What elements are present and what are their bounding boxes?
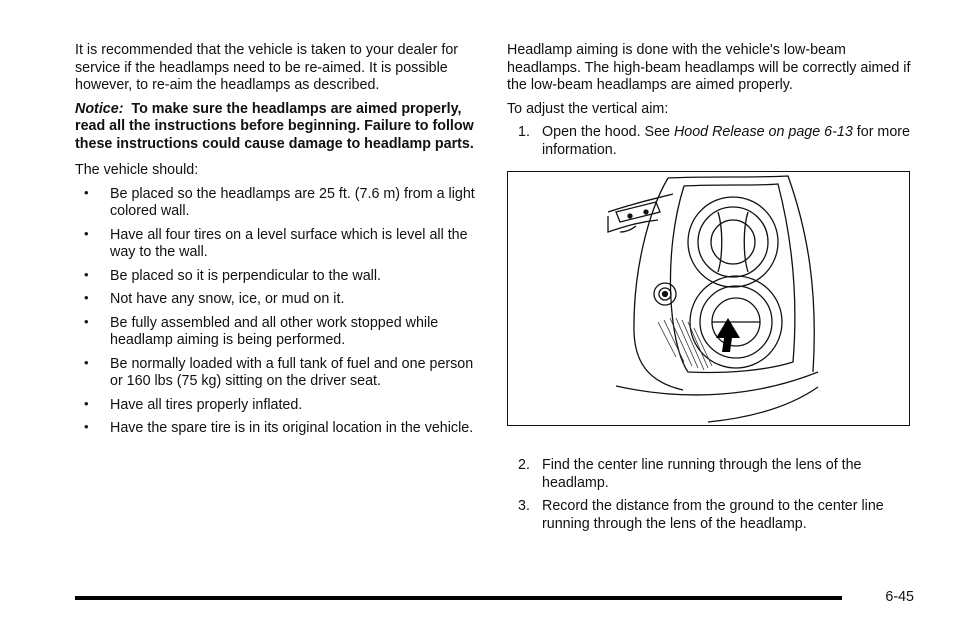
list-item-text: Not have any snow, ice, or mud on it.: [110, 291, 345, 307]
list-item: [75, 227, 485, 262]
list-item-text: Be normally loaded with a full tank of fuel and one person or 160 lbs (75 kg) sitting on the driver seat.: [110, 355, 474, 389]
steps-list-continued: [507, 457, 912, 533]
list-item-text: Be fully assembled and all other work stopped while headlamp aiming is being performed.: [110, 314, 439, 348]
cross-reference-link[interactable]: Hood Release on page 6-13: [673, 124, 853, 140]
list-item-text: Be placed so it is perpendicular to the wall.: [110, 267, 381, 284]
bullet-icon: •: [84, 266, 89, 282]
list-item: [75, 186, 485, 221]
requirements-list: [75, 186, 485, 438]
step-text-tail: for more information.: [542, 124, 910, 158]
bullet-icon: •: [84, 225, 89, 241]
bumper-line: [616, 372, 818, 395]
vehicle-should-intro: The vehicle should:: [75, 162, 199, 178]
right-column: [507, 42, 912, 165]
page-number: 6-45: [885, 589, 914, 605]
list-item-text: Be placed so the headlamps are 25 ft. (7.6 m) from a light colored wall.: [110, 185, 475, 219]
step-item: [507, 457, 912, 492]
bullet-icon: •: [84, 313, 89, 329]
left-column: [75, 42, 485, 444]
adjustment-arrow-icon: [716, 318, 740, 352]
step-number: 1.: [518, 124, 530, 140]
aiming-intro-paragraph: Headlamp aiming is done with the vehicle's low-beam headlamps. The high-beam headlamps will be correctly aimed if the low-beam headlamps are aimed properly.: [507, 42, 911, 93]
intro-paragraph: It is recommended that the vehicle is taken to your dealer for service if the headlamps need to be re-aimed. It is possible however, to re-aim the headlamps as described.: [75, 42, 459, 93]
bullet-icon: •: [84, 419, 89, 434]
list-item-text: Have the spare tire is in its original location in the vehicle.: [110, 420, 474, 436]
list-item-text: Have all tires properly inflated.: [110, 396, 303, 413]
step-text: Find the center line running through the lens of the headlamp.: [542, 457, 862, 491]
list-item: [75, 420, 485, 438]
steps-list: [507, 124, 912, 159]
reflector-hatching: [658, 318, 712, 370]
bullet-icon: •: [84, 395, 89, 411]
step-item: [507, 124, 912, 159]
bullet-icon: •: [84, 354, 89, 370]
list-item: [75, 397, 485, 415]
step-text: Record the distance from the ground to the center line running through the lens of the headlamp.: [542, 498, 884, 532]
list-item: [75, 315, 485, 350]
headlamp-illustration: [507, 171, 910, 426]
step-text: Open the hood. See: [542, 124, 674, 140]
step-number: 3.: [518, 498, 530, 514]
housing-outline: [668, 176, 814, 372]
adjust-intro: To adjust the vertical aim:: [507, 100, 669, 117]
step-number: 2.: [518, 457, 530, 473]
list-item: [75, 291, 485, 309]
list-item: [75, 356, 485, 391]
notice-label: Notice:: [75, 100, 124, 117]
notice-text: To make sure the headlamps are aimed properly, read all the instructions before beginning. Failure to follow these instructions could cause damage to headlamp parts.: [75, 100, 474, 152]
bullet-icon: •: [84, 290, 89, 305]
headlamp-drawing: [508, 172, 911, 427]
high-beam-ring: [688, 197, 778, 287]
list-item-text: Have all four tires on a level surface which is level all the way to the wall.: [110, 226, 468, 260]
list-item: [75, 268, 485, 286]
step-item: [507, 498, 912, 533]
bullet-icon: •: [84, 184, 89, 200]
steps-continued: [507, 457, 912, 539]
footer-rule: [75, 596, 842, 600]
notice-paragraph: [75, 101, 485, 154]
